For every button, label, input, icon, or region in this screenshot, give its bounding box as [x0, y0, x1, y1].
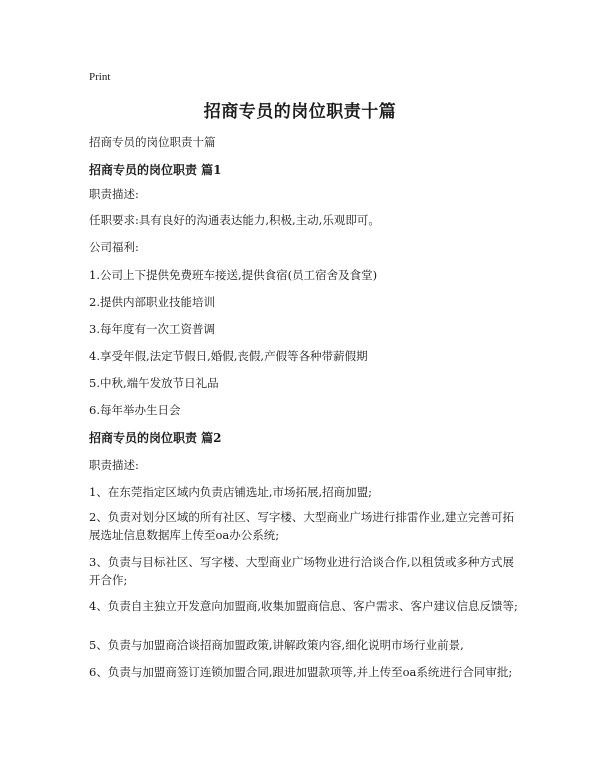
document-subtitle: 招商专员的岗位职责十篇	[89, 135, 216, 149]
benefit-item: 5.中秋,端午发放节日礼品	[89, 376, 219, 390]
duty-item: 4、负责自主独立开发意向加盟商,收集加盟商信息、客户需求、客户建议信息反馈等;	[89, 599, 518, 613]
duty-item: 6、负责与加盟商签订连锁加盟合同,跟进加盟款项等,并上传至oa系统进行合同审批;	[89, 665, 513, 679]
benefit-item: 6.每年举办生日会	[89, 403, 181, 417]
benefit-item: 4.享受年假,法定节假日,婚假,丧假,产假等各种带薪假期	[89, 349, 368, 363]
section-1-requirement: 任职要求:具有良好的沟通表达能力,积极,主动,乐观即可。	[89, 213, 380, 227]
section-2-heading: 招商专员的岗位职责 篇2	[89, 431, 222, 445]
benefit-item: 3.每年度有一次工资普调	[89, 322, 215, 336]
print-label: Print	[89, 71, 111, 83]
document-title: 招商专员的岗位职责十篇	[203, 102, 397, 122]
duty-item: 2、负责对划分区域的所有社区、写字楼、大型商业广场进行排雷作业,建立完善可拓展选址信息数据库上传至oa办公系统;	[89, 510, 514, 542]
duty-item: 5、负责与加盟商洽谈招商加盟政策,讲解政策内容,细化说明市场行业前景,	[89, 638, 464, 652]
section-1-duty-label: 职责描述:	[89, 187, 139, 201]
section-2-duty-label: 职责描述:	[89, 458, 139, 472]
duty-item: 1、在东莞指定区域内负责店铺选址,市场拓展,招商加盟;	[89, 485, 372, 499]
benefit-item: 1.公司上下提供免费班车接送,提供食宿(员工宿舍及食堂)	[89, 268, 378, 282]
section-1-benefits-label: 公司福利:	[89, 240, 139, 254]
section-1-heading: 招商专员的岗位职责 篇1	[89, 163, 222, 177]
benefit-item: 2.提供内部职业技能培训	[89, 295, 215, 309]
duty-item: 3、负责与目标社区、写字楼、大型商业广场物业进行洽谈合作,以租赁或多种方式展开合作;	[89, 555, 514, 587]
